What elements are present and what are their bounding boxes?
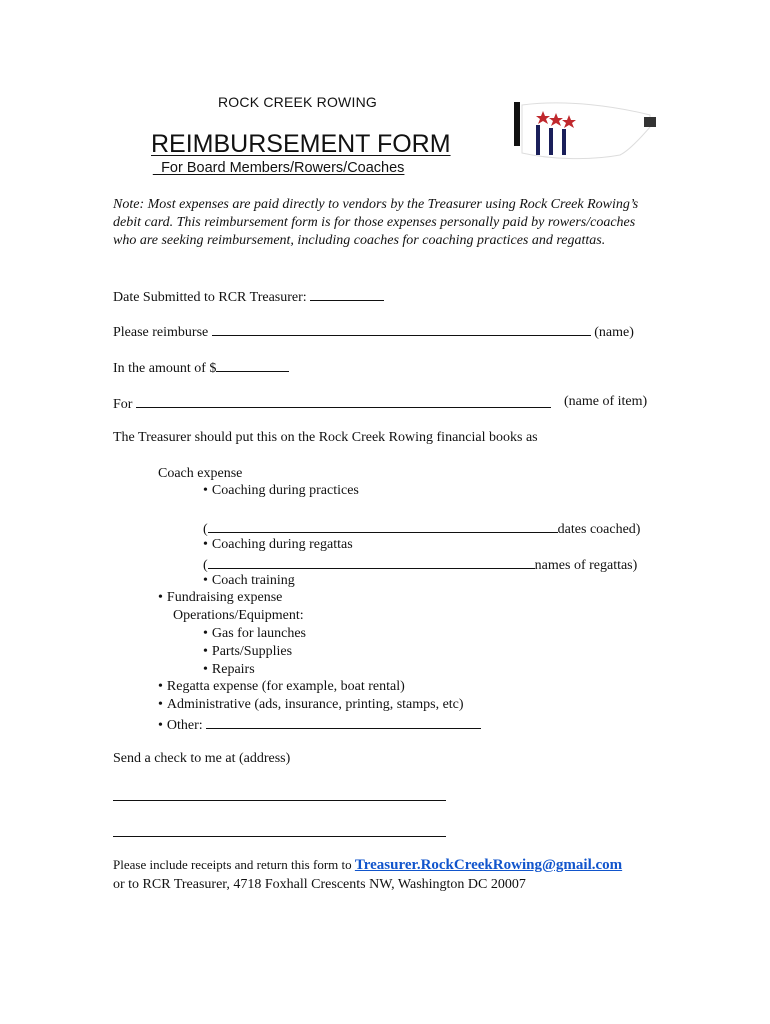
form-title: REIMBURSEMENT FORM bbox=[151, 130, 451, 158]
fundraising-label: Fundraising expense bbox=[166, 590, 283, 605]
gas-item bbox=[203, 625, 306, 643]
regattas-names-field[interactable] bbox=[208, 554, 535, 569]
receipts-row bbox=[113, 856, 622, 874]
for-label: For bbox=[113, 397, 136, 412]
administrative-label: Administrative (ads, insurance, printing, stamps, etc) bbox=[166, 697, 464, 712]
regattas-open: ( bbox=[203, 558, 208, 573]
repairs-item bbox=[203, 661, 255, 679]
repairs-label: Repairs bbox=[211, 662, 255, 677]
for-item-field[interactable] bbox=[136, 393, 551, 408]
treasurer-email-link[interactable]: Treasurer.RockCreekRowing@gmail.com bbox=[354, 857, 623, 873]
note-paragraph: Note: Most expenses are paid directly to vendors by the Treasurer using Rock Creek Rowing’s debit card. This reimbursement form is for those expenses personally paid by rowers/coaches who are seeking reimbursement, including coaches for coaching practices and regattas. bbox=[113, 197, 639, 249]
coach-training-item bbox=[203, 572, 295, 590]
parts-item bbox=[203, 643, 292, 661]
date-submitted-row bbox=[113, 286, 384, 307]
address-label: Send a check to me at (address) bbox=[113, 751, 291, 766]
amount-field[interactable] bbox=[216, 357, 289, 372]
coaching-regattas-item bbox=[203, 536, 353, 554]
form-subtitle: _For Board Members/Rowers/Coaches bbox=[153, 160, 405, 176]
other-field[interactable] bbox=[206, 714, 481, 729]
dates-coached-open: ( bbox=[203, 522, 208, 537]
oar-stripe-navy-3 bbox=[562, 129, 566, 155]
organization-name: ROCK CREEK ROWING bbox=[218, 94, 377, 110]
coach-expense-label: Coach expense bbox=[158, 466, 243, 481]
coach-training-label: Coach training bbox=[211, 573, 295, 588]
regatta-expense-label: Regatta expense (for example, boat rental) bbox=[166, 679, 405, 694]
parts-label: Parts/Supplies bbox=[211, 644, 293, 659]
oar-stripe-navy-1 bbox=[536, 125, 540, 155]
oar-stripe-navy-2 bbox=[549, 128, 553, 155]
coaching-practices-label: Coaching during practices bbox=[211, 483, 359, 498]
amount-label: In the amount of $ bbox=[113, 361, 217, 376]
other-label: Other: bbox=[166, 718, 207, 733]
administrative-item bbox=[158, 696, 464, 714]
oar-handle-end bbox=[644, 117, 656, 127]
rock-creek-rowing-logo bbox=[508, 97, 663, 163]
gas-label: Gas for launches bbox=[211, 626, 306, 641]
date-submitted-field[interactable] bbox=[310, 286, 384, 301]
for-row bbox=[113, 393, 551, 414]
date-submitted-label: Date Submitted to RCR Treasurer: bbox=[113, 290, 311, 305]
reimburse-suffix: (name) bbox=[590, 325, 634, 340]
address-line-1[interactable] bbox=[113, 800, 446, 801]
coaching-practices-item bbox=[203, 482, 359, 500]
other-item bbox=[158, 714, 481, 735]
receipts-text: Please include receipts and return this form to bbox=[113, 857, 355, 872]
for-suffix: (name of item) bbox=[564, 394, 648, 409]
regattas-suffix: names of regattas) bbox=[534, 558, 638, 573]
coaching-regattas-label: Coaching during regattas bbox=[211, 537, 353, 552]
oar-stripe-black bbox=[514, 102, 520, 146]
reimburse-name-field[interactable] bbox=[212, 321, 591, 336]
fundraising-item bbox=[158, 589, 282, 607]
reimburse-label: Please reimburse bbox=[113, 325, 212, 340]
oar-blade-outline bbox=[522, 103, 650, 159]
mail-address-text: or to RCR Treasurer, 4718 Foxhall Crescents NW, Washington DC 20007 bbox=[113, 877, 526, 892]
dates-coached-field[interactable] bbox=[208, 518, 558, 533]
dates-coached-suffix: dates coached) bbox=[557, 522, 641, 537]
reimburse-row bbox=[113, 321, 634, 342]
amount-row bbox=[113, 357, 289, 378]
regatta-expense-item bbox=[158, 678, 405, 696]
operations-label: Operations/Equipment: bbox=[173, 608, 304, 623]
address-line-2[interactable] bbox=[113, 836, 446, 837]
instruction-text: The Treasurer should put this on the Rock Creek Rowing financial books as bbox=[113, 430, 538, 445]
